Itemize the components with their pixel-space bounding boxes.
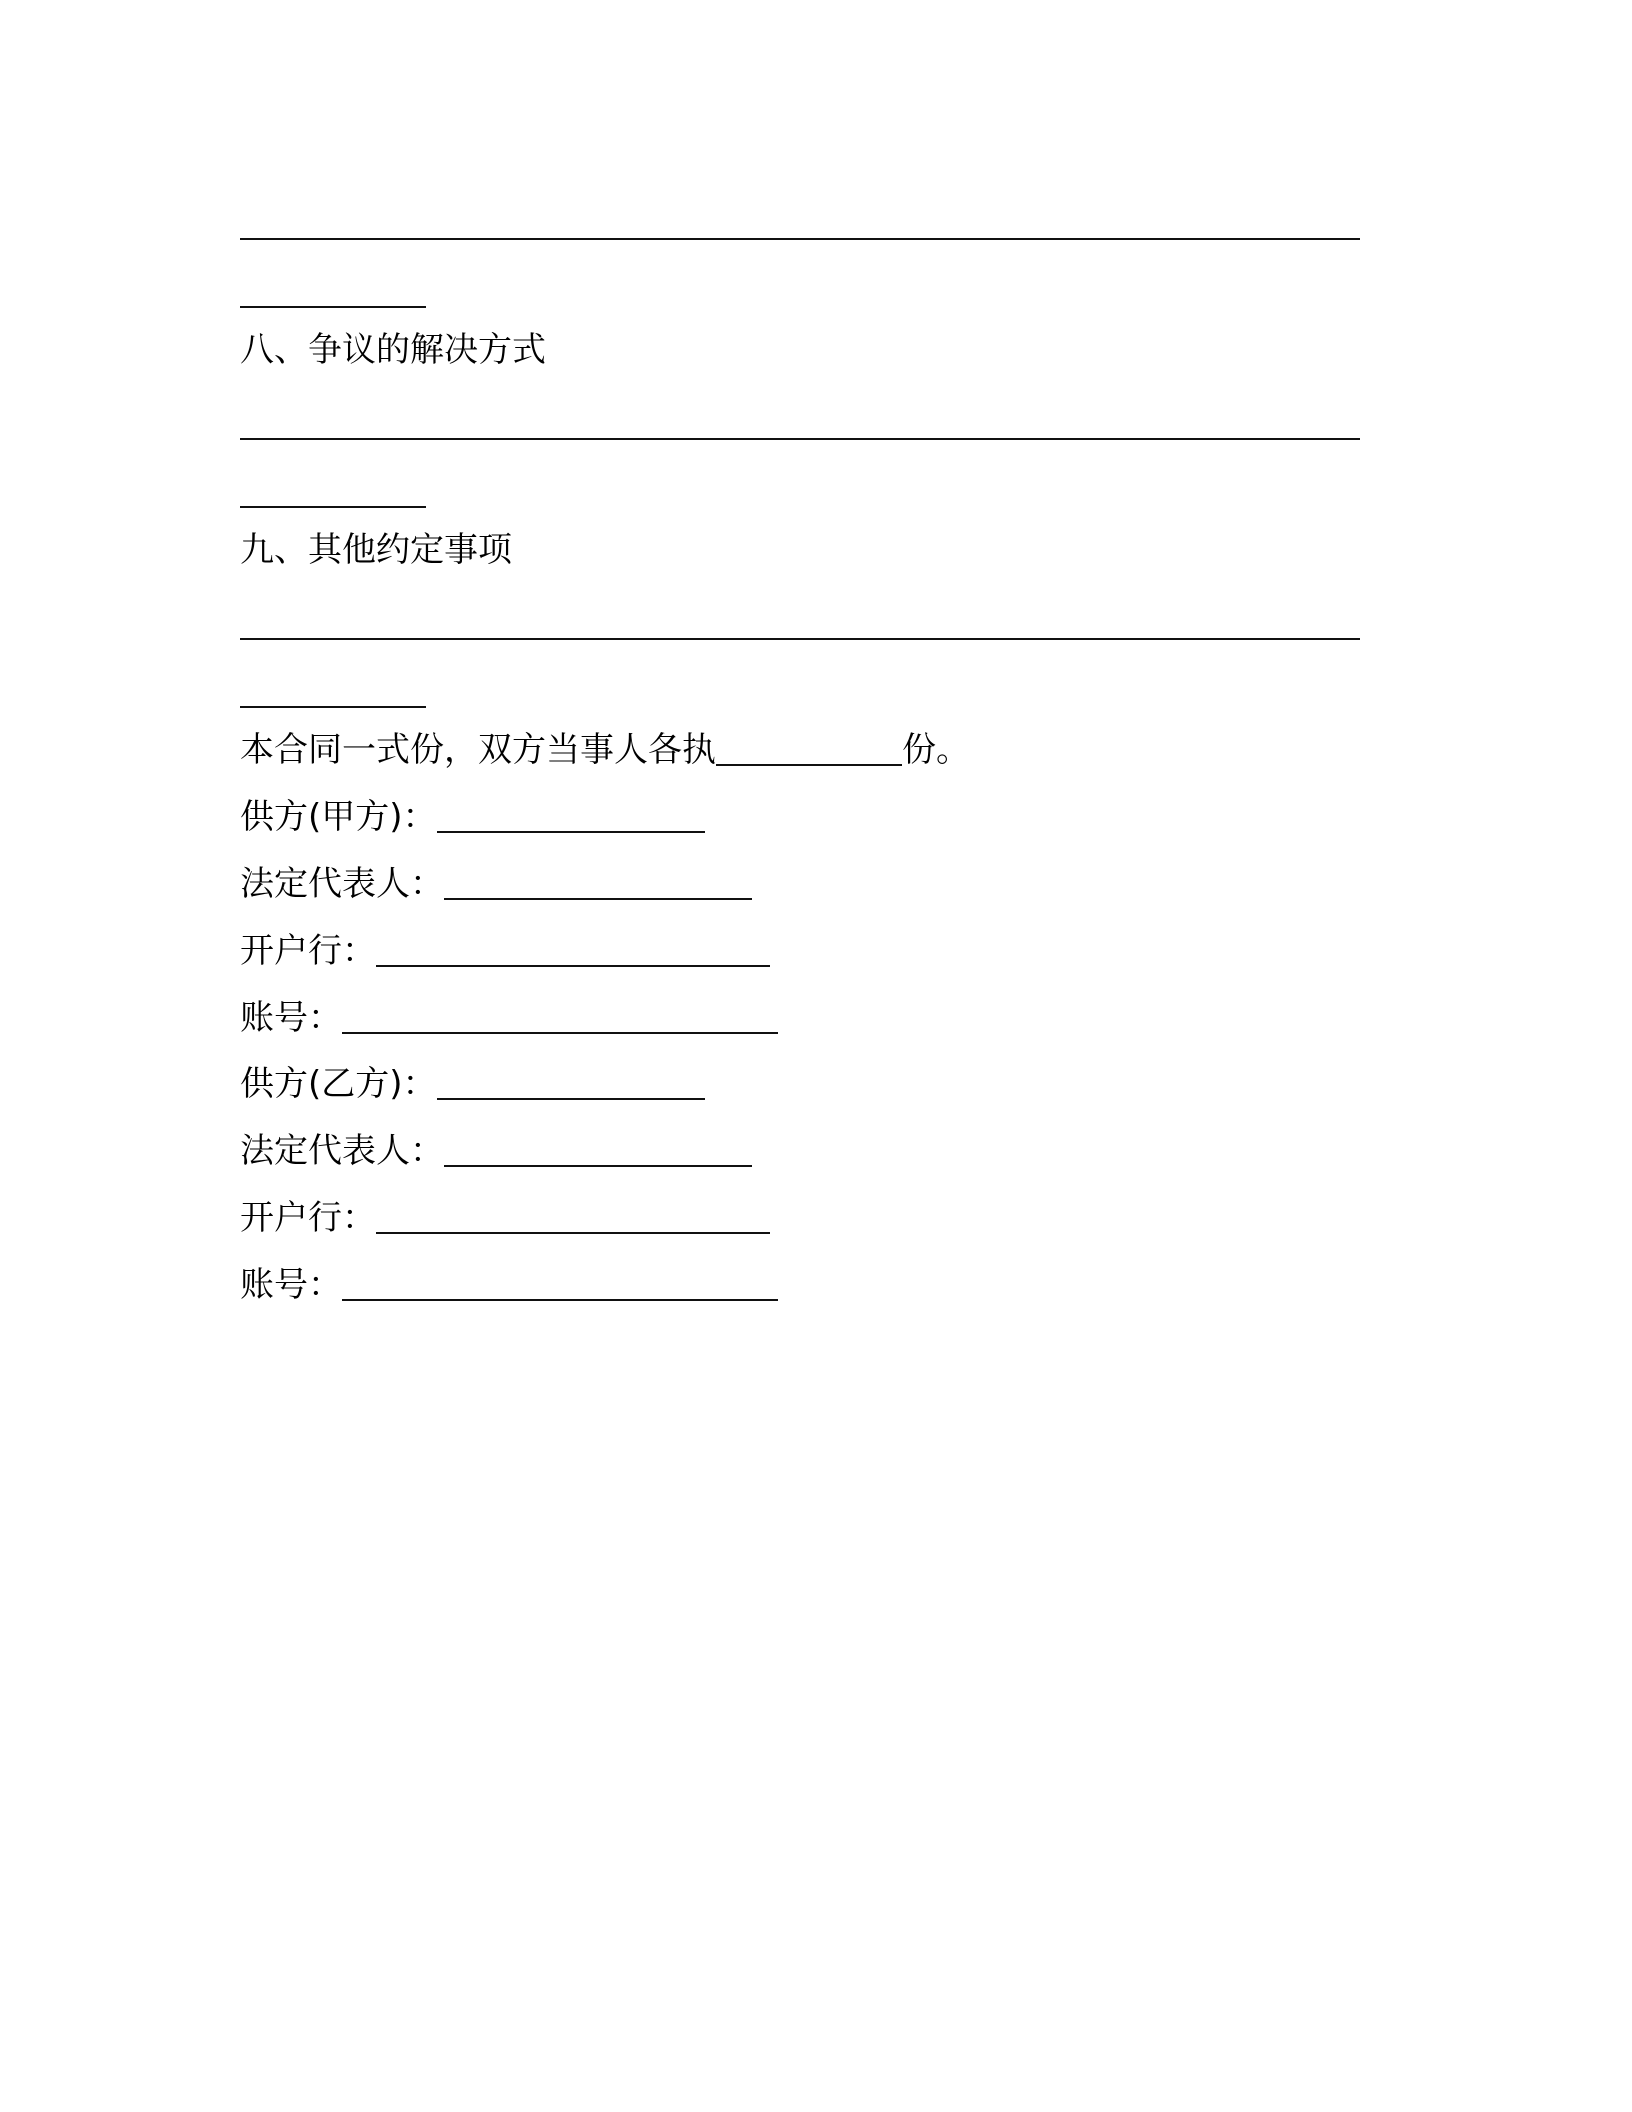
party-b-account-label: 账号：: [240, 1265, 342, 1305]
party-a-supplier-label: 供方(甲方)：: [240, 797, 437, 837]
party-b-legal-rep-row: [240, 1129, 752, 1173]
party-a-bank-label: 开户行：: [240, 931, 376, 971]
party-b-supplier-blank: [437, 1072, 705, 1100]
party-a-account-blank: [342, 1006, 778, 1034]
copies-clause-prefix: 本合同一式份，双方当事人各执: [240, 730, 716, 770]
fill-in-line: [240, 306, 426, 308]
party-a-supplier-row: [240, 795, 705, 839]
fill-in-line: [240, 706, 426, 708]
party-a-supplier-blank: [437, 805, 705, 833]
party-b-legal-rep-blank: [444, 1139, 752, 1167]
copies-clause-suffix: 份。: [902, 730, 970, 770]
party-b-supplier-label: 供方(乙方)：: [240, 1064, 437, 1104]
party-b-account-blank: [342, 1273, 778, 1301]
party-b-account-row: [240, 1263, 778, 1307]
party-a-legal-rep-blank: [444, 872, 752, 900]
fill-in-line: [240, 638, 1360, 640]
party-b-bank-row: [240, 1196, 770, 1240]
fill-in-line: [240, 238, 1360, 240]
section-heading-other-terms: 九、其他约定事项: [240, 530, 512, 570]
party-a-legal-rep-row: [240, 862, 752, 906]
party-b-bank-label: 开户行：: [240, 1198, 376, 1238]
party-a-account-label: 账号：: [240, 998, 342, 1038]
party-a-bank-row: [240, 929, 770, 973]
copies-count-blank: [716, 738, 902, 766]
party-a-account-row: [240, 996, 778, 1040]
party-b-supplier-row: [240, 1062, 705, 1106]
party-a-bank-blank: [376, 939, 770, 967]
copies-clause: [240, 728, 970, 772]
fill-in-line: [240, 438, 1360, 440]
fill-in-line: [240, 506, 426, 508]
party-b-legal-rep-label: 法定代表人：: [240, 1131, 444, 1171]
section-heading-dispute-resolution: 八、争议的解决方式: [240, 330, 546, 370]
party-a-legal-rep-label: 法定代表人：: [240, 864, 444, 904]
party-b-bank-blank: [376, 1206, 770, 1234]
